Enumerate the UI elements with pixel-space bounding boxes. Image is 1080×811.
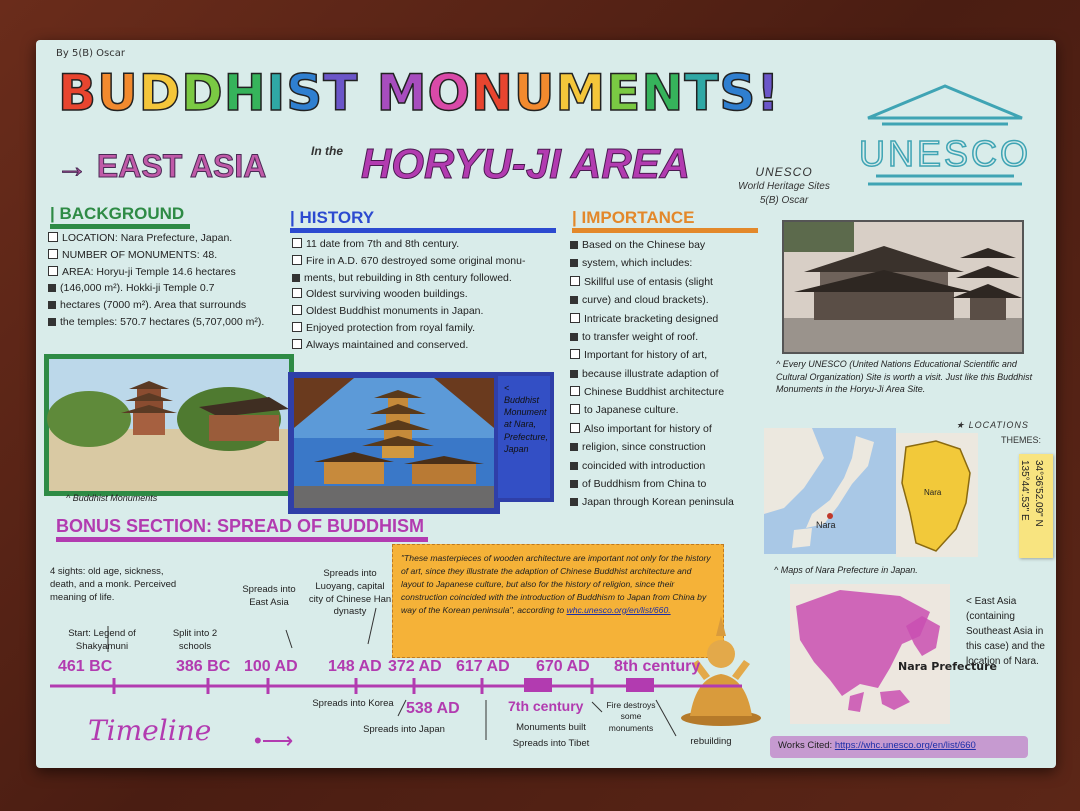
timeline-year: 100 AD <box>244 658 298 675</box>
map-label: Nara <box>924 488 942 497</box>
timeline-year: 461 BC <box>58 658 113 675</box>
title-letter: S <box>286 64 324 122</box>
history-heading-text: HISTORY <box>299 208 375 227</box>
timeline-year: 7th century <box>508 698 584 714</box>
unesco-info-line: UNESCO <box>755 165 813 179</box>
timeline-arrow-icon: •⟶ <box>254 728 294 753</box>
history-item-text: Oldest Buddhist monuments in Japan. <box>306 305 484 318</box>
map-caption: ^ Maps of Nara Prefecture in Japan. <box>774 565 918 575</box>
background-item-text: NUMBER OF MONUMENTS: 48. <box>62 248 218 261</box>
timeline-year: 148 AD <box>328 658 382 675</box>
importance-item-text: Also important for history of <box>584 422 712 435</box>
title-letter: B <box>58 64 98 122</box>
title-letter: M <box>376 64 428 122</box>
title-letter: U <box>97 64 139 122</box>
importance-item-text: because illustrate adaption of <box>582 367 719 380</box>
title-letter: S <box>719 64 757 122</box>
timeline-year: 538 AD <box>406 700 460 717</box>
importance-item-text: system, which includes: <box>582 257 693 270</box>
title-letter: T <box>323 64 359 122</box>
history-item-text: Fire in A.D. 670 destroyed some original monu- <box>306 254 526 267</box>
themes-label: THEMES: <box>1001 435 1042 445</box>
bonus-heading: BONUS SECTION: SPREAD OF BUDDHISM <box>56 516 428 542</box>
importance-item-text: Important for history of art, <box>584 349 708 362</box>
background-heading: | BACKGROUND <box>50 204 190 229</box>
history-item-text: Oldest surviving wooden buildings. <box>306 288 468 301</box>
timeline-note-monuments: Monuments built <box>516 722 586 733</box>
title-letter: ! <box>756 64 781 122</box>
horyuji-temple-photo <box>782 220 1024 354</box>
quote-link[interactable]: whc.unesco.org/en/list/660. <box>566 604 671 615</box>
nara-prefecture-map <box>896 433 978 557</box>
author-label: By 5(B) Oscar <box>56 48 125 59</box>
poster <box>36 40 1056 768</box>
works-cited <box>770 736 1028 758</box>
importance-heading: | IMPORTANCE <box>572 208 758 233</box>
importance-heading-text: IMPORTANCE <box>581 208 695 227</box>
timeline-label: Timeline <box>88 714 212 747</box>
importance-item-text: curve) and cloud brackets). <box>582 294 709 307</box>
timeline-year: 372 AD <box>388 658 442 675</box>
importance-item-text: religion, since construction <box>582 441 706 454</box>
timeline-note-luoyang: Spreads into Luoyang, capital city of Chinese Han dynasty <box>308 568 392 618</box>
background-item-text: the temples: 570.7 hectares (5,707,000 m²). <box>60 315 265 328</box>
locations-heading-text: LOCATIONS <box>968 420 1029 430</box>
history-item-text: Always maintained and conserved. <box>306 338 469 351</box>
subtitle-horyuji: HORYU-JI AREA <box>361 140 691 187</box>
background-item-text: hectares (7000 m²). Area that surrounds <box>60 299 247 312</box>
background-item-text: LOCATION: Nara Prefecture, Japan. <box>62 232 233 244</box>
map-label: Nara <box>816 520 836 530</box>
importance-item-text: Intricate bracketing designed <box>584 312 719 325</box>
timeline-year: 386 BC <box>176 658 231 675</box>
works-cited-label: Works Cited: <box>778 740 833 751</box>
timeline-year: 8th century <box>614 658 701 675</box>
timeline-note-legend: Start: Legend of Shakyamuni <box>68 628 136 652</box>
unesco-logo-icon <box>858 80 1033 198</box>
title-letter: M <box>555 64 607 122</box>
background-item-text: AREA: Horyu-ji Temple 14.6 hectares <box>62 265 236 278</box>
timeline-note-sights: 4 sights: old age, sickness, death, and a monk. Perceived meaning of life. <box>50 566 177 603</box>
importance-item-text: coincided with introduction <box>582 459 706 472</box>
importance-item-text: Japan through Korean peninsula <box>582 496 734 509</box>
title-letter: I <box>266 64 287 122</box>
history-photo-caption: < Buddhist Monument at Nara, Prefecture, Japan <box>494 372 554 502</box>
importance-item-text: Chinese Buddhist architecture <box>584 386 725 398</box>
quote-text: "These masterpieces of wooden architecture are important not only for the history of art, since they illustrate the adaption of Chinese Buddhist architecture and layout to Japanese culture, but also for the history of religion, since their construction coincided with the introduction of Buddhism to Japan from China by way of the Korean peninsula", according to <box>401 553 711 615</box>
map-label: Nara Prefecture <box>898 660 997 673</box>
subtitle-in-the: In the <box>311 144 343 158</box>
locations-heading: ★ LOCATIONS <box>956 420 1029 430</box>
timeline-note-korea: Spreads into Korea <box>312 698 394 709</box>
subtitle-east-asia: → EAST ASIA <box>56 148 267 184</box>
title-letter: H <box>223 64 267 122</box>
title-letter: O <box>427 64 472 122</box>
importance-item-text: of Buddhism from China to <box>582 477 707 490</box>
coordinates-line: 34°36'52.09" N <box>1033 460 1044 527</box>
background-item-text: (146,000 m²). Hokki-ji Temple 0.7 <box>60 282 215 295</box>
coordinates-note <box>1019 454 1053 558</box>
east-asia-map <box>790 584 997 724</box>
timeline-note-tibet: Spreads into Tibet <box>512 738 590 749</box>
title-letter: E <box>606 64 642 122</box>
works-cited-link[interactable]: https://whc.unesco.org/en/list/660 <box>834 740 976 751</box>
importance-photo-caption: ^ Every UNESCO (United Nations Educational Scientific and Cultural Organization) Site is worth a visit. Just like this Buddhist Monuments in the Horyu-Ji Area Site. <box>776 359 1033 395</box>
importance-item-text: Based on the Chinese bay <box>582 239 706 251</box>
title-letter: D <box>138 64 182 122</box>
history-item-text: 11 date from 7th and 8th century. <box>306 238 460 250</box>
history-heading: | HISTORY <box>290 208 556 233</box>
timeline-note-rebuilding: rebuilding <box>690 736 732 747</box>
importance-item-text: to Japanese culture. <box>584 404 679 417</box>
title-letter: N <box>641 64 685 122</box>
timeline-note-east-asia: Spreads into East Asia <box>242 584 296 608</box>
importance-item-text: Skillful use of entasis (slight <box>584 275 713 288</box>
timeline-year: 670 AD <box>536 658 590 675</box>
unesco-info-line: 5(B) Oscar <box>759 194 809 206</box>
background-photo-caption: ^ Buddhist Monuments <box>66 493 158 503</box>
title-letter: D <box>181 64 224 122</box>
timeline-year: 617 AD <box>456 658 510 675</box>
history-item-text: Enjoyed protection from royal family. <box>306 321 476 334</box>
timeline-note-fire: Fire destroys some monuments <box>606 700 656 733</box>
title-letter: T <box>684 64 720 122</box>
unesco-logo-text: UNESCO <box>858 133 1032 174</box>
east-asia-note: < East Asia (containing Southeast Asia in this case) and the location of Nara. <box>966 596 1045 667</box>
background-heading-text: BACKGROUND <box>59 204 185 223</box>
history-item-text: ments, but rebuilding in 8th century followed. <box>304 271 512 284</box>
unesco-info-line: World Heritage Sites <box>738 181 830 193</box>
title-letter: N <box>471 64 514 122</box>
coordinates-line: 135°44'.53" E <box>1019 460 1030 521</box>
importance-item-text: to transfer weight of roof. <box>582 330 699 343</box>
timeline-note-japan: Spreads into Japan <box>363 724 445 735</box>
timeline-note-split: Split into 2 schools <box>172 628 218 652</box>
title-letter: U <box>513 64 556 122</box>
